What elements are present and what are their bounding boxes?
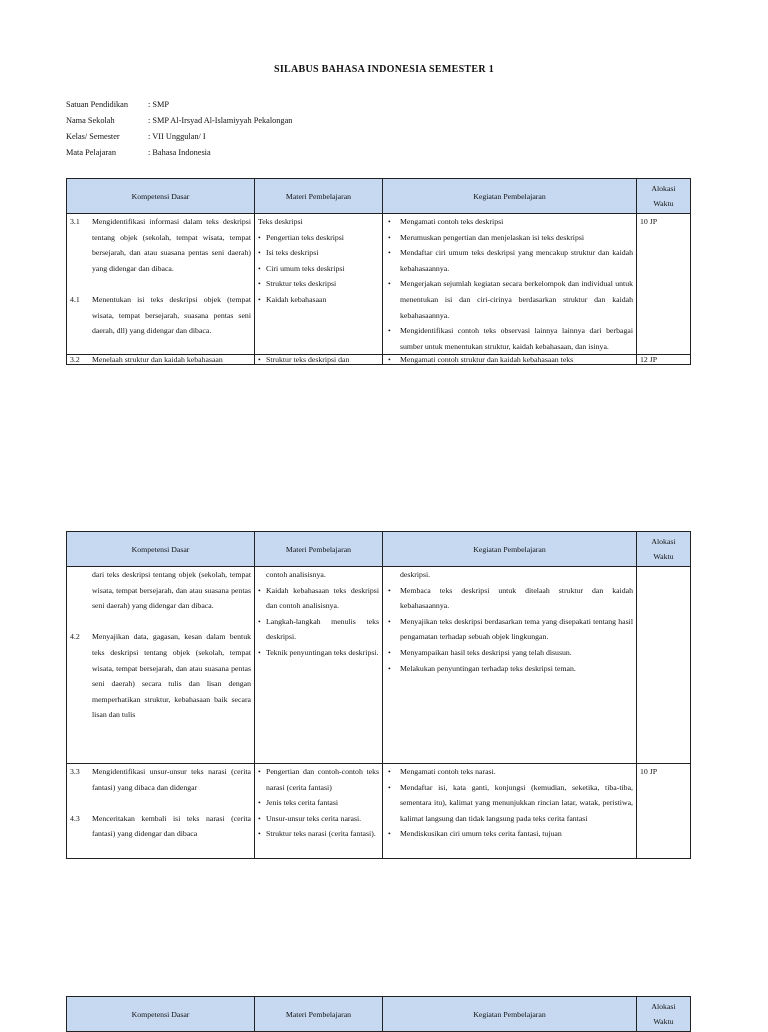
kd-item: [70, 764, 251, 795]
header-kompetensi: Kompetensi Dasar: [67, 179, 255, 214]
kegiatan-item: • Mengamati contoh teks narasi.: [386, 764, 633, 780]
materi-item: • Jenis teks cerita fantasi: [258, 795, 379, 811]
kegiatan-item: • Menyajikan teks deskripsi berdasarkan tema yang disepakati tentang hasil pengamatan terhadap sebuah objek lingkungan.: [386, 614, 633, 645]
kd-text: Menyajikan data, gagasan, kesan dalam bentuk teks deskripsi tentang objek (sekolah, tempat wisata, tempat bersejarah, dan atau suasana pentas seni daerah) secara tulis dan lisan dengan memperhatikan struktur, kebahasaan baik secara lisan dan tulis: [92, 632, 251, 720]
kd-number: 4.1: [70, 294, 80, 304]
syllabus-table-page-3: [66, 996, 691, 1032]
materi-cell: [255, 567, 383, 764]
materi-item: • Pengertian dan contoh-contoh teks narasi (cerita fantasi): [258, 764, 379, 795]
info-label: Mata Pelajaran: [66, 148, 116, 157]
kegiatan-item: • Mengamati contoh teks deskripsi: [386, 214, 633, 230]
materi-item: • Isi teks deskripsi: [258, 245, 379, 261]
materi-item: • Struktur teks narasi (cerita fantasi).: [258, 826, 379, 842]
kd-item: [70, 811, 251, 842]
kegiatan-cell: [383, 567, 637, 764]
kd-cell: [67, 355, 255, 365]
kegiatan-item: • Mendiskusikan ciri umum teks cerita fantasi, tujuan: [386, 826, 633, 842]
table-row: [67, 214, 691, 355]
info-value: : SMP Al-Irsyad Al-Islamiyyah Pekalongan: [148, 116, 293, 125]
materi-item: • Unsur-unsur teks cerita narasi.: [258, 811, 379, 827]
kd-item: [70, 214, 251, 276]
alokasi-cell: 12 JP: [637, 355, 691, 365]
materi-heading: Teks deskripsi: [258, 217, 303, 226]
kd-item: [70, 629, 251, 723]
materi-item: • Pengertian teks deskripsi: [258, 230, 379, 246]
header-alokasi: [637, 179, 691, 214]
kd-number: 4.3: [70, 813, 80, 823]
kd-text: Mengidentifikasi informasi dalam teks deskripsi tentang objek (sekolah, tempat wisata, tempat bersejarah, dan atau suasana pentas seni daerah) yang didengar dan dibaca.: [92, 217, 251, 273]
syllabus-table-page-1: [66, 178, 691, 365]
kd-number: 3.1: [70, 217, 80, 226]
materi-item: • Struktur teks deskripsi: [258, 276, 379, 292]
school-info: [66, 97, 292, 161]
table-header-row: [67, 179, 691, 214]
materi-item: • Kaidah kebahasaan: [258, 292, 379, 308]
header-alokasi-line2: Waktu: [653, 552, 674, 561]
materi-item: • Langkah-langkah menulis teks deskripsi.: [258, 614, 379, 645]
info-label: Satuan Pendidikan: [66, 100, 128, 109]
kd-text: Menceritakan kembali isi teks narasi (cerita fantasi) yang didengar dan dibaca: [92, 813, 251, 839]
kd-cell: [67, 764, 255, 859]
header-alokasi-line1: Alokasi: [651, 184, 676, 193]
header-alokasi: [637, 997, 691, 1032]
kegiatan-cell: [383, 214, 637, 355]
header-kegiatan: Kegiatan Pembelajaran: [383, 532, 637, 567]
kd-item: [70, 355, 251, 364]
info-value: : VII Unggulan/ I: [148, 132, 206, 141]
header-alokasi-line2: Waktu: [653, 199, 674, 208]
kd-text: Menelaah struktur dan kaidah kebahasaan: [92, 355, 223, 365]
kegiatan-item: • Mendaftar ciri umum teks deskripsi yang mencakup struktur dan kaidah kebahasaannya.: [386, 245, 633, 276]
info-value: : SMP: [148, 100, 169, 109]
info-label: Nama Sekolah: [66, 116, 115, 125]
table-header-row: [67, 532, 691, 567]
kegiatan-cell: [383, 355, 637, 365]
kegiatan-item: • Mengerjakan sejumlah kegiatan secara berkelompok dan individual untuk menentukan isi dan ciri-cirinya berdasarkan struktur dan kaidah kebahasaannya.: [386, 276, 633, 323]
info-label: Kelas/ Semester: [66, 132, 120, 141]
alokasi-cell: 10 JP: [637, 214, 691, 355]
page-title: SILABUS BAHASA INDONESIA SEMESTER 1: [273, 64, 494, 75]
alokasi-cell: 10 JP: [637, 764, 691, 859]
table-header-row: [67, 997, 691, 1032]
kegiatan-item: • Merumuskan pengertian dan menjelaskan isi teks deskripsi: [386, 230, 633, 246]
kd-item: [70, 292, 251, 339]
kegiatan-item: • Mengidentifikasi contoh teks observasi lainnya lainnya dari berbagai sumber untuk menentukan struktur, kaidah kebahasaan, dan isinya.: [386, 323, 633, 354]
kd-number: 3.3: [70, 767, 80, 776]
materi-continuation: contoh analisisnya.: [266, 570, 326, 579]
header-kompetensi: Kompetensi Dasar: [67, 532, 255, 567]
kd-number: 3.2: [70, 355, 80, 365]
kegiatan-cell: [383, 764, 637, 859]
table-row: [67, 355, 691, 365]
kd-number: 4.2: [70, 632, 80, 642]
kegiatan-item: • Mendaftar isi, kata ganti, konjungsi (kemudian, seketika, tiba-tiba, sementara itu), kalimat yang menunjukkan rincian latar, watak, peristiwa, kalimat langsung dan tidak langsung pada teks cerita fantasi: [386, 780, 633, 827]
kd-cell: [67, 567, 255, 764]
info-row: [66, 145, 292, 161]
header-kegiatan: Kegiatan Pembelajaran: [383, 997, 637, 1032]
info-row: [66, 113, 292, 129]
kegiatan-item: • Mengamati contoh struktur dan kaidah kebahasaan teks: [386, 355, 633, 364]
syllabus-table-page-2: [66, 531, 691, 859]
materi-cell: [255, 355, 383, 365]
kegiatan-continuation: deskripsi.: [400, 570, 431, 579]
header-alokasi-line2: Waktu: [653, 1017, 674, 1026]
materi-cell: [255, 214, 383, 355]
kegiatan-item: • Melakukan penyuntingan terhadap teks deskripsi teman.: [386, 661, 633, 677]
materi-item: • Teknik penyuntingan teks deskripsi.: [258, 645, 379, 661]
kd-text: Menentukan isi teks deskripsi objek (tempat wisata, tempat bersejarah, suasana pentas seni daerah, dll) yang didengar dan dibaca.: [92, 294, 251, 336]
header-alokasi-line1: Alokasi: [651, 1002, 676, 1011]
kd-cell: [67, 214, 255, 355]
table-row: [67, 567, 691, 764]
materi-item: • Struktur teks deskripsi dan: [258, 355, 379, 364]
header-materi: Materi Pembelajaran: [255, 997, 383, 1032]
kd-text: Mengidentifikasi unsur-unsur teks narasi (cerita fantasi) yang dibaca dan didengar: [92, 767, 251, 792]
materi-item: • Kaidah kebahasaan teks deskripsi dan contoh analisisnya.: [258, 583, 379, 614]
info-row: [66, 97, 292, 113]
table-row: [67, 764, 691, 859]
materi-cell: [255, 764, 383, 859]
kegiatan-item: • Membaca teks deskripsi untuk ditelaah struktur dan kaidah kebahasaannya.: [386, 583, 633, 614]
kd-continuation: dari teks deskripsi tentang objek (sekolah, tempat wisata, tempat bersejarah, dan atau suasana pentas seni daerah) yang didengar dan dibaca.: [92, 570, 251, 611]
header-kegiatan: Kegiatan Pembelajaran: [383, 179, 637, 214]
header-alokasi-line1: Alokasi: [651, 537, 676, 546]
header-materi: Materi Pembelajaran: [255, 179, 383, 214]
kegiatan-item: • Menyampaikan hasil teks deskripsi yang telah disusun.: [386, 645, 633, 661]
info-value: : Bahasa Indonesia: [148, 148, 211, 157]
alokasi-cell: [637, 567, 691, 764]
info-row: [66, 129, 292, 145]
header-materi: Materi Pembelajaran: [255, 532, 383, 567]
header-kompetensi: Kompetensi Dasar: [67, 997, 255, 1032]
materi-item: • Ciri umum teks deskripsi: [258, 261, 379, 277]
header-alokasi: [637, 532, 691, 567]
